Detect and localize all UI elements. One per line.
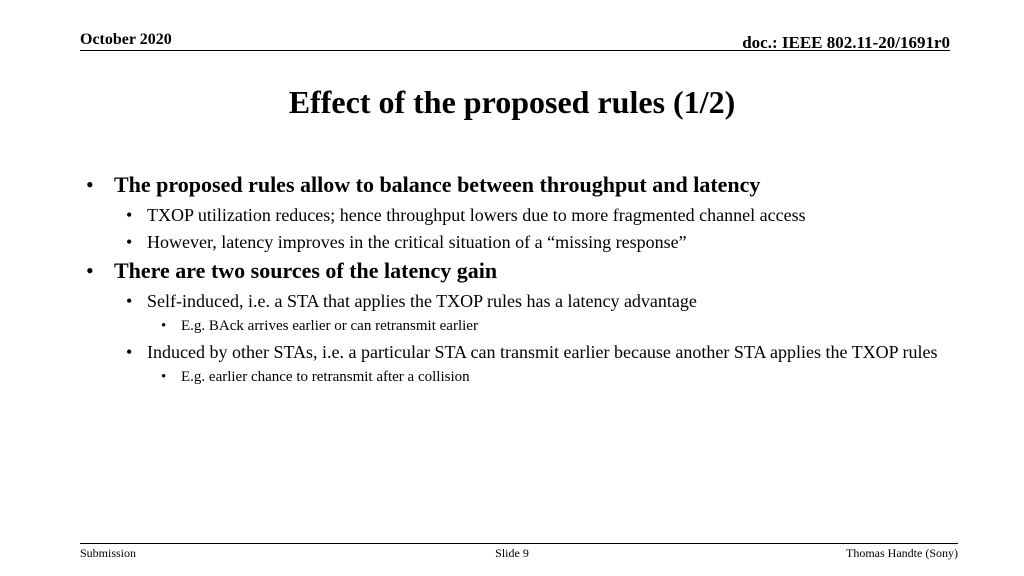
bullet-glyph: • — [86, 258, 94, 283]
footer-rule — [80, 543, 958, 544]
sub-bullet-self-induced — [84, 290, 944, 313]
header-doc-id: doc.: IEEE 802.11-20/1691r0 — [742, 33, 950, 52]
header-date: October 2020 — [80, 31, 172, 48]
sub-sub-bullet-back-earlier — [84, 316, 944, 337]
bullet-text: However, latency improves in the critical situation of a “missing response” — [147, 232, 687, 252]
bullet-latency-sources — [84, 256, 944, 286]
bullet-glyph: • — [126, 342, 133, 362]
sub-bullet-latency-improves — [84, 231, 944, 254]
footer-slide-number: Slide 9 — [495, 546, 529, 560]
bullet-glyph: • — [161, 369, 167, 385]
bullet-glyph: • — [161, 318, 167, 334]
header-rule — [80, 50, 950, 51]
bullet-glyph: • — [126, 232, 133, 252]
footer-submission: Submission — [80, 546, 137, 560]
sub-sub-bullet-retransmit-collision — [84, 367, 944, 388]
bullet-text: Induced by other STAs, i.e. a particular STA can transmit earlier because another STA applies the TXOP rules — [147, 342, 938, 362]
bullet-glyph: • — [86, 172, 94, 197]
footer-author: Thomas Handte (Sony) — [846, 546, 958, 560]
bullet-text: TXOP utilization reduces; hence throughput lowers due to more fragmented channel access — [147, 205, 806, 225]
sub-bullet-txop-utilization — [84, 204, 944, 227]
bullet-glyph: • — [126, 291, 133, 311]
bullet-text: Self-induced, i.e. a STA that applies the TXOP rules has a latency advantage — [147, 291, 697, 311]
bullet-text: E.g. BAck arrives earlier or can retransmit earlier — [181, 318, 478, 334]
bullet-glyph: • — [126, 205, 133, 225]
bullet-text: There are two sources of the latency gain — [114, 258, 498, 283]
sub-bullet-induced-by-others — [84, 341, 944, 364]
bullet-balance — [84, 170, 944, 200]
slide-content — [84, 168, 944, 388]
bullet-text: The proposed rules allow to balance between throughput and latency — [114, 172, 761, 197]
bullet-text: E.g. earlier chance to retransmit after a collision — [181, 369, 470, 385]
slide-title: Effect of the proposed rules (1/2) — [288, 84, 736, 120]
